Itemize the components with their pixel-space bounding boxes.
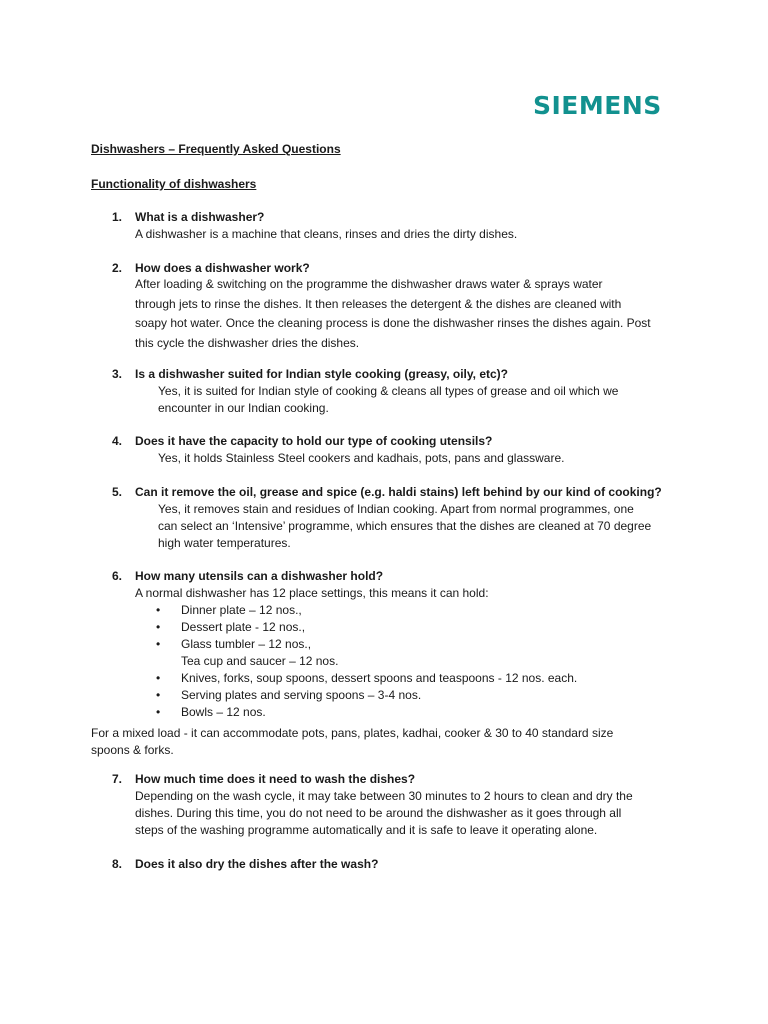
answer-line: After loading & switching on the programme the dishwasher draws water & sprays water [135, 277, 603, 291]
question-text: What is a dishwasher? [135, 210, 265, 224]
answer [135, 226, 517, 243]
answer [135, 585, 489, 602]
question-number: 4. [112, 434, 123, 448]
question-text: Does it have the capacity to hold our type of cooking utensils? [135, 434, 493, 448]
note-line: For a mixed load - it can accommodate pots, pans, plates, kadhai, cooker & 30 to 40 standard size [91, 726, 614, 740]
question-number: 1. [112, 210, 123, 224]
question-number: 8. [112, 857, 123, 871]
list-item-text: Serving plates and serving spoons – 3-4 nos. [181, 688, 422, 702]
question-number: 7. [112, 772, 123, 786]
bullet-icon: • [156, 705, 161, 719]
answer [135, 788, 633, 839]
question-number: 6. [112, 569, 123, 583]
answer-line: Yes, it removes stain and residues of Indian cooking. Apart from normal programmes, one [158, 502, 634, 516]
siemens-logo: SIEMENS [533, 91, 662, 120]
bullet-icon: • [156, 620, 161, 634]
answer-line: can select an ‘Intensive’ programme, which ensures that the dishes are cleaned at 70 degree [158, 519, 652, 533]
list-item-text: Dessert plate - 12 nos., [181, 620, 306, 634]
answer-line: A normal dishwasher has 12 place settings, this means it can hold: [135, 586, 489, 600]
question-text: Does it also dry the dishes after the wash? [135, 857, 379, 871]
list-item-text: Bowls – 12 nos. [181, 705, 266, 719]
note-line: spoons & forks. [91, 743, 174, 757]
mixed-load-note [91, 725, 613, 759]
question-number: 3. [112, 367, 123, 381]
bullet-icon: • [156, 688, 161, 702]
bullet-icon: • [156, 603, 161, 617]
answer [158, 501, 651, 552]
answer-line: high water temperatures. [158, 536, 291, 550]
question-text: How much time does it need to wash the dishes? [135, 772, 416, 786]
question-number: 5. [112, 485, 123, 499]
document-title: Dishwashers – Frequently Asked Questions [91, 142, 341, 156]
bullet-icon: • [156, 671, 161, 685]
bullet-icon: • [156, 637, 161, 651]
answer-line: Depending on the wash cycle, it may take between 30 minutes to 2 hours to clean and dry the [135, 789, 633, 803]
list-item-text: Tea cup and saucer – 12 nos. [181, 654, 339, 668]
answer-line: through jets to rinse the dishes. It then releases the detergent & the dishes are cleaned with [135, 296, 622, 311]
list-item-text: Dinner plate – 12 nos., [181, 603, 302, 617]
question-text: How many utensils can a dishwasher hold? [135, 569, 384, 583]
answer [135, 276, 651, 354]
answer-line: soapy hot water. Once the cleaning process is done the dishwasher rinses the dishes again. Post [135, 316, 651, 330]
list-item-text: Glass tumbler – 12 nos., [181, 637, 312, 651]
answer-line: this cycle the dishwasher dries the dishes. [135, 335, 360, 350]
answer-line: steps of the washing programme automatically and it is safe to leave it operating alone. [135, 823, 598, 837]
section-title: Functionality of dishwashers [91, 177, 257, 191]
question-text: Can it remove the oil, grease and spice (e.g. haldi stains) left behind by our kind of cooking? [135, 485, 662, 499]
answer-line: encounter in our Indian cooking. [158, 401, 329, 415]
question-text: Is a dishwasher suited for Indian style cooking (greasy, oily, etc)? [135, 367, 508, 381]
list-item-text: Knives, forks, soup spoons, dessert spoons and teaspoons - 12 nos. each. [181, 671, 578, 685]
answer [158, 450, 564, 467]
answer-line: Yes, it holds Stainless Steel cookers and kadhais, pots, pans and glassware. [158, 451, 565, 465]
answer-line: A dishwasher is a machine that cleans, rinses and dries the dirty dishes. [135, 227, 518, 241]
question-number: 2. [112, 261, 123, 275]
answer-line: Yes, it is suited for Indian style of cooking & cleans all types of grease and oil which we [158, 384, 619, 398]
question-text: How does a dishwasher work? [135, 261, 310, 275]
answer-line: dishes. During this time, you do not need to be around the dishwasher as it goes through all [135, 806, 622, 820]
answer [158, 383, 618, 417]
